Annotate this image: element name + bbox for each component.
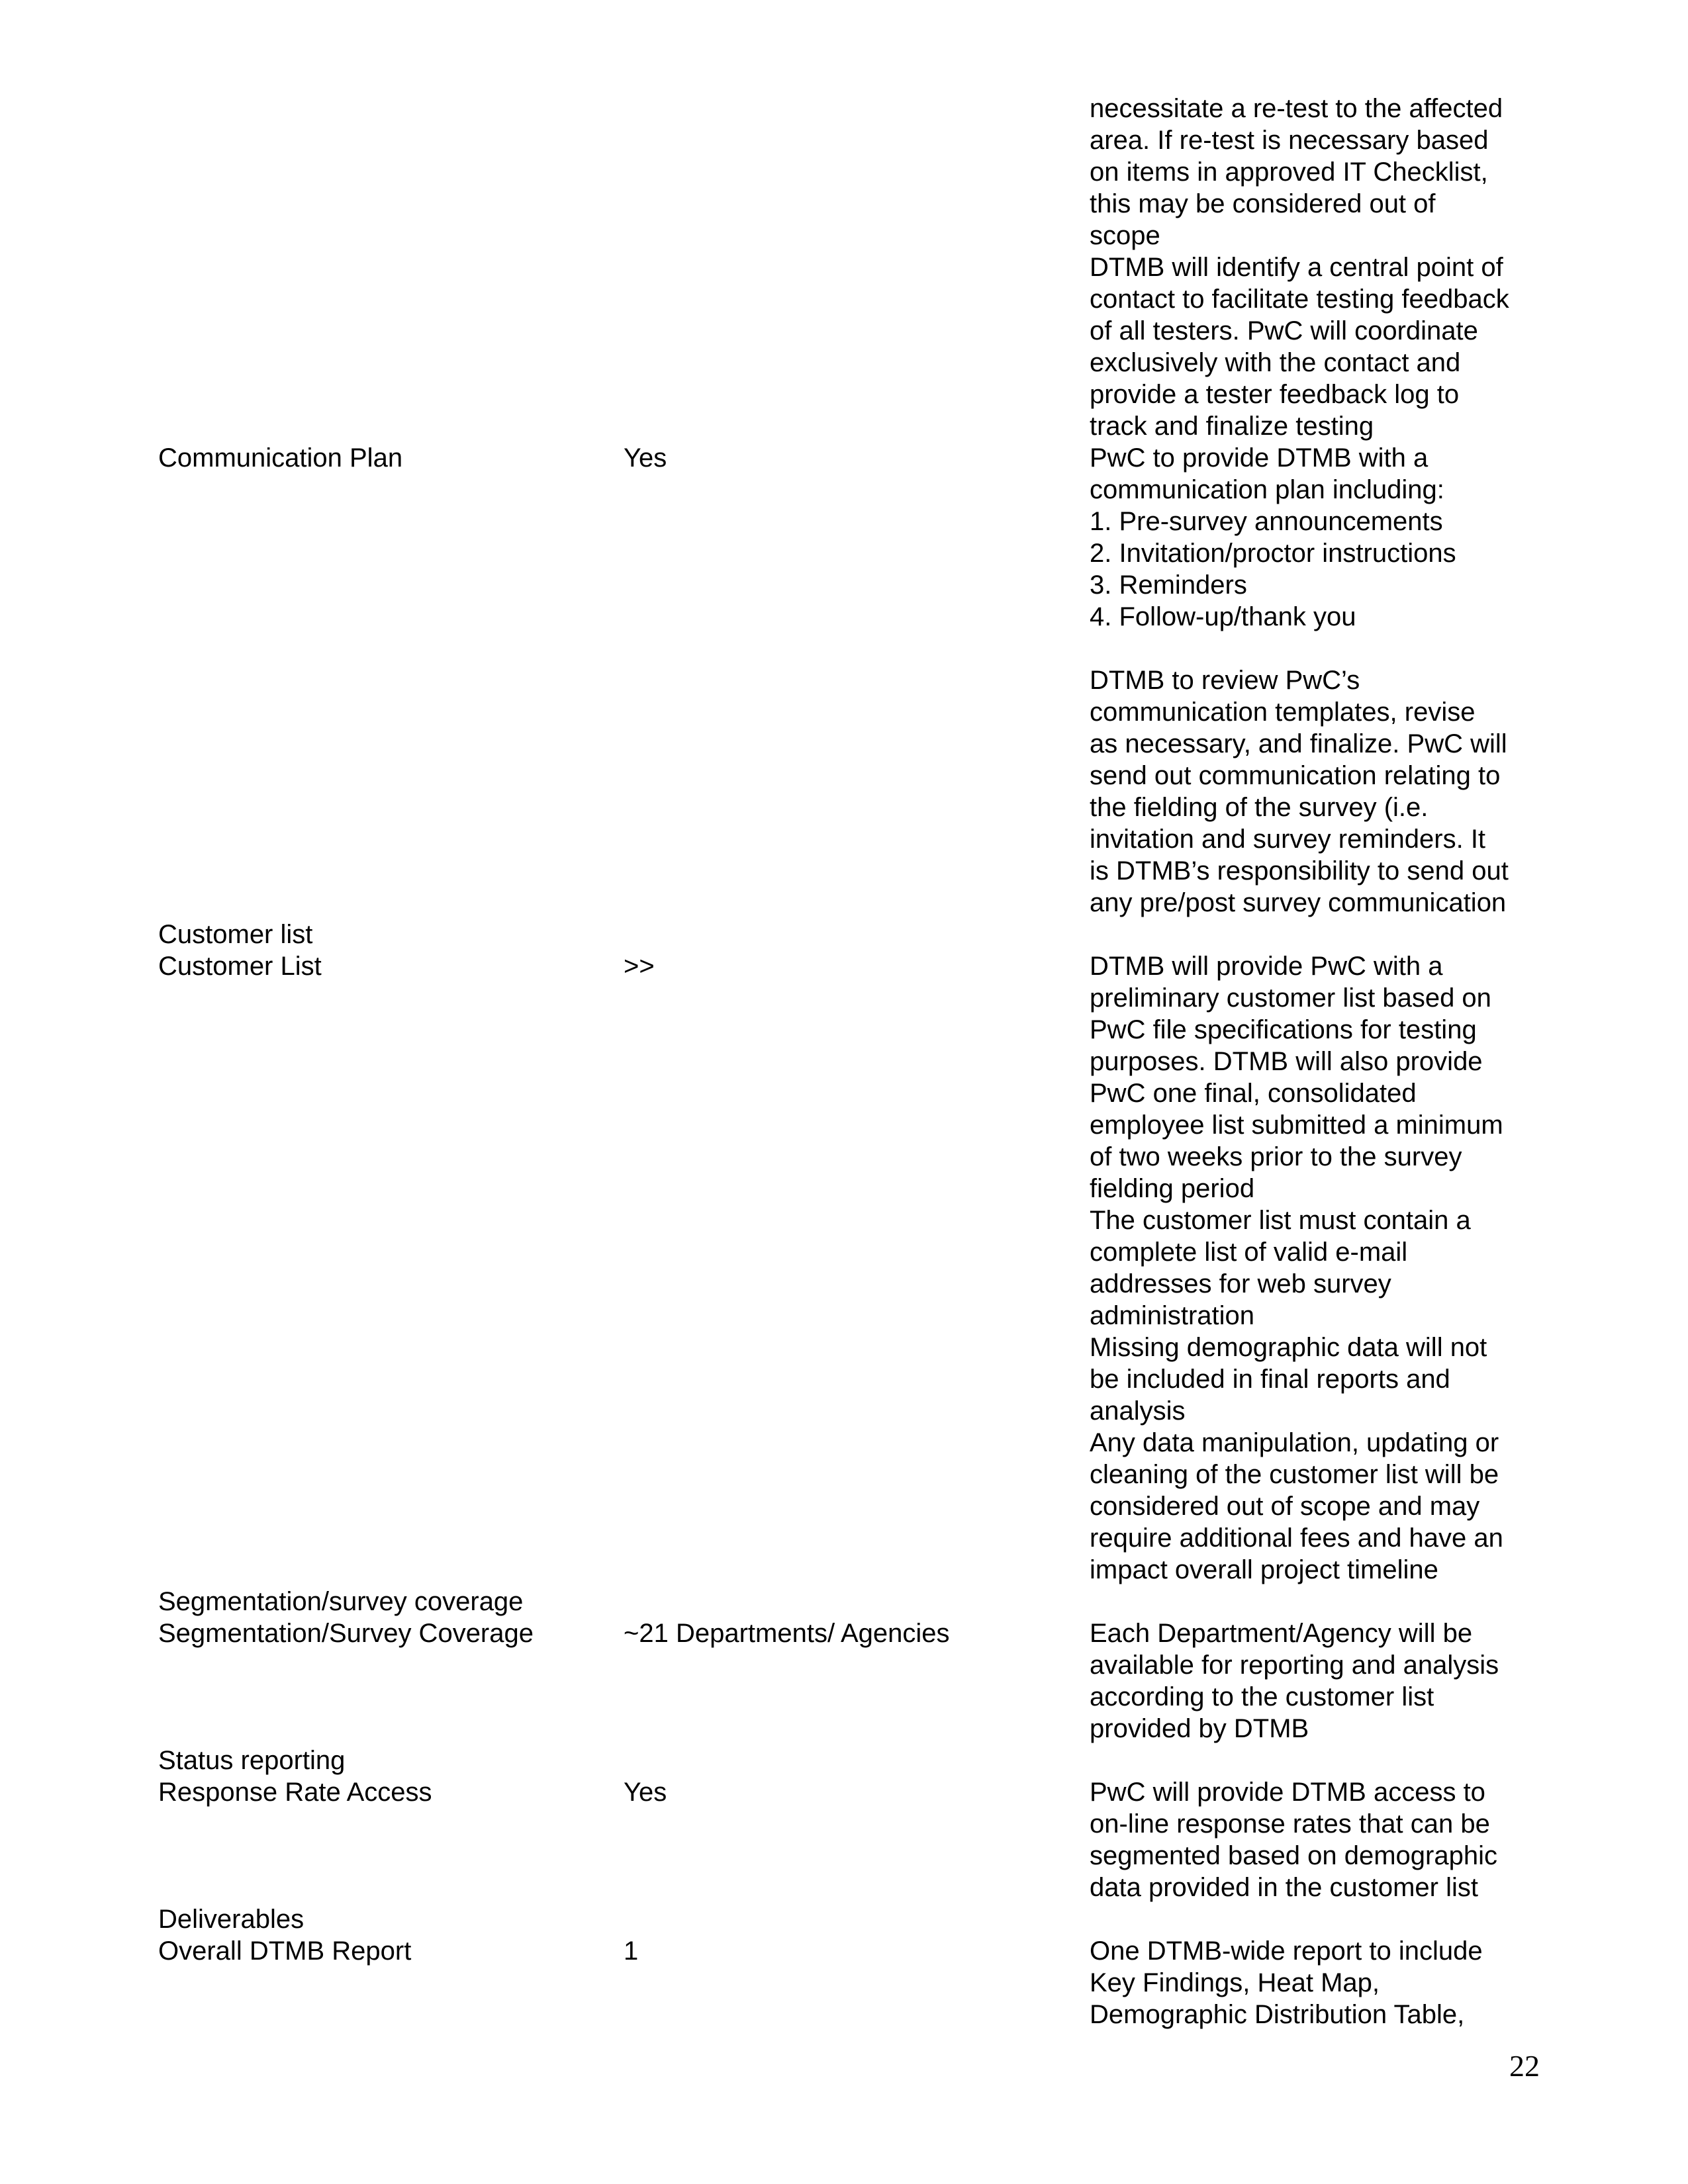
row-detail-line: any pre/post survey communication <box>1090 888 1507 917</box>
row-detail-line: preliminary customer list based on <box>1090 983 1491 1013</box>
row-detail-line: Each Department/Agency will be <box>1090 1619 1473 1648</box>
row-detail-line: 2. Invitation/proctor instructions <box>1090 539 1456 568</box>
row-value: Yes <box>624 1778 667 1807</box>
continuation-line: provide a tester feedback log to <box>1090 380 1460 409</box>
row-item-label: Overall DTMB Report <box>158 1936 412 1966</box>
row-detail-line: addresses for web survey <box>1090 1269 1391 1298</box>
row-detail-line: on-line response rates that can be <box>1090 1809 1490 1839</box>
row-detail-line: according to the customer list <box>1090 1682 1434 1711</box>
section-heading: Status reporting <box>158 1746 346 1775</box>
continuation-line: necessitate a re-test to the affected <box>1090 94 1503 123</box>
row-detail-line: segmented based on demographic <box>1090 1841 1497 1870</box>
row-value: 1 <box>624 1936 639 1966</box>
row-detail-line: communication templates, revise <box>1090 698 1476 727</box>
row-detail-line: is DTMB’s responsibility to send out <box>1090 856 1509 886</box>
row-detail-line: Key Findings, Heat Map, <box>1090 1968 1380 1997</box>
row-detail-line: PwC will provide DTMB access to <box>1090 1778 1485 1807</box>
row-detail-line: impact overall project timeline <box>1090 1555 1438 1584</box>
row-detail-line: complete list of valid e-mail <box>1090 1238 1408 1267</box>
row-detail-line: Missing demographic data will not <box>1090 1333 1487 1362</box>
row-item-label: Segmentation/Survey Coverage <box>158 1619 534 1648</box>
row-value: >> <box>624 952 655 981</box>
row-detail-line: require additional fees and have an <box>1090 1524 1503 1553</box>
row-detail-line: purposes. DTMB will also provide <box>1090 1047 1483 1076</box>
row-detail-line: send out communication relating to <box>1090 761 1501 790</box>
row-detail-line: PwC one final, consolidated <box>1090 1079 1417 1108</box>
row-detail-line: administration <box>1090 1301 1255 1330</box>
row-detail-line: invitation and survey reminders. It <box>1090 825 1486 854</box>
row-detail-line: DTMB to review PwC’s <box>1090 666 1360 695</box>
continuation-line: exclusively with the contact and <box>1090 348 1461 377</box>
row-detail-line: cleaning of the customer list will be <box>1090 1460 1499 1489</box>
continuation-line: DTMB will identify a central point of <box>1090 253 1503 282</box>
row-detail-line: 4. Follow-up/thank you <box>1090 602 1356 631</box>
section-heading: Deliverables <box>158 1905 305 1934</box>
continuation-line: area. If re-test is necessary based <box>1090 126 1489 155</box>
row-item-label: Response Rate Access <box>158 1778 432 1807</box>
section-heading: Customer list <box>158 920 313 949</box>
row-item-label: Customer List <box>158 952 322 981</box>
row-detail-line: communication plan including: <box>1090 475 1444 504</box>
row-detail-line: DTMB will provide PwC with a <box>1090 952 1443 981</box>
row-detail-line: Demographic Distribution Table, <box>1090 2000 1465 2029</box>
row-detail-line: fielding period <box>1090 1174 1255 1203</box>
row-detail-line: The customer list must contain a <box>1090 1206 1471 1235</box>
row-detail-line: considered out of scope and may <box>1090 1492 1480 1521</box>
row-value: ~21 Departments/ Agencies <box>624 1619 950 1648</box>
row-detail-line: PwC file specifications for testing <box>1090 1015 1477 1044</box>
continuation-line: this may be considered out of <box>1090 189 1436 218</box>
row-detail-line: be included in final reports and <box>1090 1365 1450 1394</box>
continuation-line: of all testers. PwC will coordinate <box>1090 316 1478 345</box>
row-value: Yes <box>624 443 667 473</box>
row-item-label: Communication Plan <box>158 443 403 473</box>
row-detail-line: 3. Reminders <box>1090 570 1247 600</box>
row-detail-line: One DTMB-wide report to include <box>1090 1936 1483 1966</box>
row-detail-line: the fielding of the survey (i.e. <box>1090 793 1429 822</box>
row-detail-line: PwC to provide DTMB with a <box>1090 443 1429 473</box>
continuation-line: scope <box>1090 221 1160 250</box>
row-detail-line: employee list submitted a minimum <box>1090 1111 1503 1140</box>
continuation-line: contact to facilitate testing feedback <box>1090 285 1509 314</box>
row-detail-line: data provided in the customer list <box>1090 1873 1478 1902</box>
row-detail-line: as necessary, and finalize. PwC will <box>1090 729 1507 758</box>
row-detail-line: 1. Pre-survey announcements <box>1090 507 1443 536</box>
row-detail-line: of two weeks prior to the survey <box>1090 1142 1462 1171</box>
continuation-line: on items in approved IT Checklist, <box>1090 158 1488 187</box>
row-detail-line: provided by DTMB <box>1090 1714 1309 1743</box>
row-detail-line: available for reporting and analysis <box>1090 1651 1499 1680</box>
row-detail-line: Any data manipulation, updating or <box>1090 1428 1499 1457</box>
row-detail-line: analysis <box>1090 1396 1186 1426</box>
continuation-line: track and finalize testing <box>1090 412 1374 441</box>
page-number: 22 <box>1509 2049 1540 2083</box>
section-heading: Segmentation/survey coverage <box>158 1587 524 1616</box>
